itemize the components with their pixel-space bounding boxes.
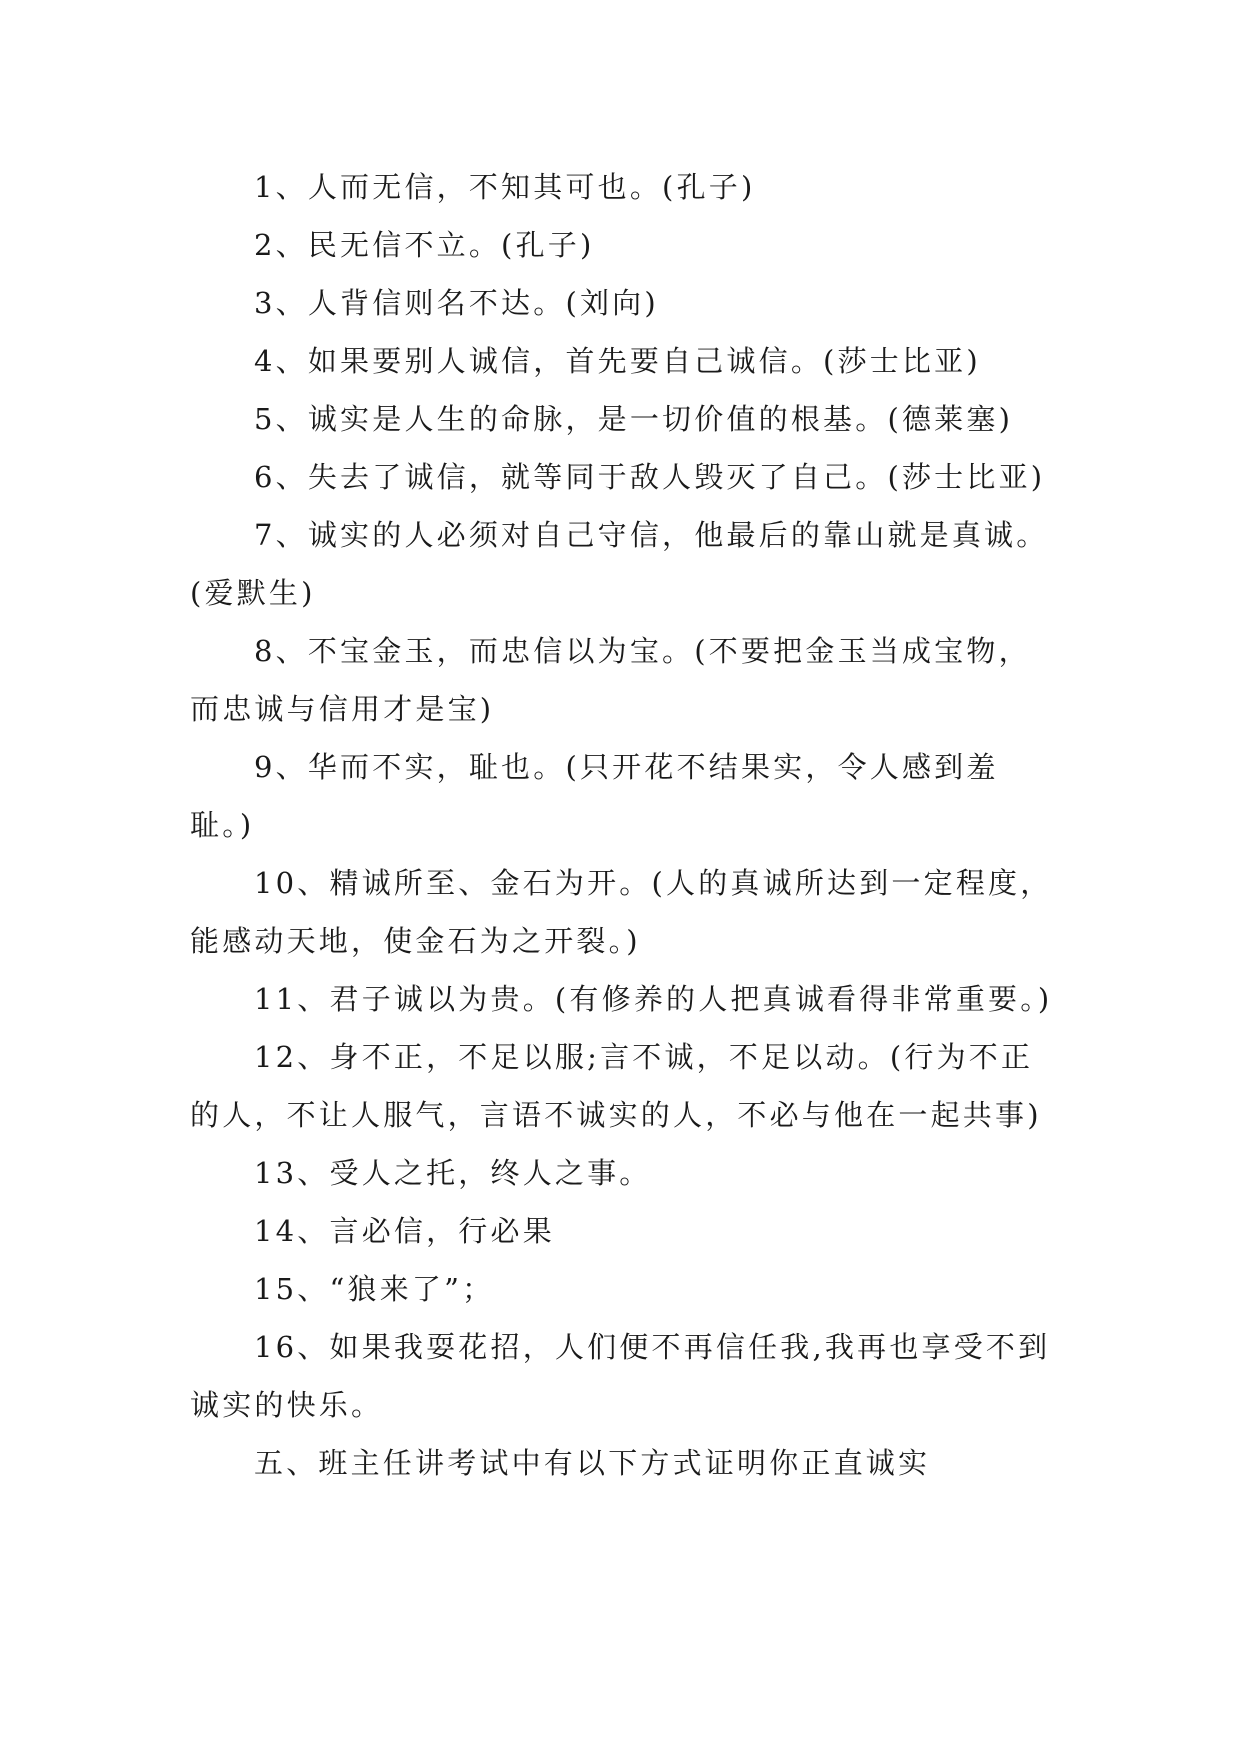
paragraph-16: 16、如果我耍花招，人们便不再信任我,我再也享受不到诚实的快乐。 [190, 1330, 1051, 1422]
paragraph-4: 4、如果要别人诚信，首先要自己诚信。(莎士比亚) [254, 344, 981, 378]
paragraph-7: 7、诚实的人必须对自己守信，他最后的靠山就是真诚。(爱默生) [190, 518, 1049, 610]
paragraph-3: 3、人背信则名不达。(刘向) [254, 286, 659, 320]
paragraph-10: 10、精诚所至、金石为开。(人的真诚所达到一定程度，能感动天地，使金石为之开裂。) [190, 866, 1053, 958]
paragraph-12: 12、身不正，不足以服;言不诚，不足以动。(行为不正的人，不让人服气，言语不诚实的人，不必与他在一起共事) [190, 1040, 1042, 1132]
paragraph-11: 11、君子诚以为贵。(有修养的人把真诚看得非常重要。) [254, 982, 1053, 1016]
paragraph-2: 2、民无信不立。(孔子) [254, 228, 595, 262]
paragraph-6: 6、失去了诚信，就等同于敌人毁灭了自己。(莎士比亚) [254, 460, 1046, 494]
paragraph-13: 13、受人之托，终人之事。 [254, 1156, 652, 1190]
document-body [190, 158, 1054, 1492]
paragraph-9: 9、华而不实，耻也。(只开花不结果实，令人感到羞耻。) [190, 750, 999, 842]
paragraph-8: 8、不宝金玉，而忠信以为宝。(不要把金玉当成宝物，而忠诚与信用才是宝) [190, 634, 1031, 726]
section-heading-5: 五、班主任讲考试中有以下方式证明你正直诚实 [254, 1446, 931, 1480]
paragraph-1: 1、人而无信，不知其可也。(孔子) [254, 170, 756, 204]
paragraph-5: 5、诚实是人生的命脉，是一切价值的根基。(德莱塞) [254, 402, 1014, 436]
paragraph-14: 14、言必信，行必果 [254, 1214, 555, 1248]
paragraph-15: 15、“狼来了”； [254, 1272, 495, 1306]
